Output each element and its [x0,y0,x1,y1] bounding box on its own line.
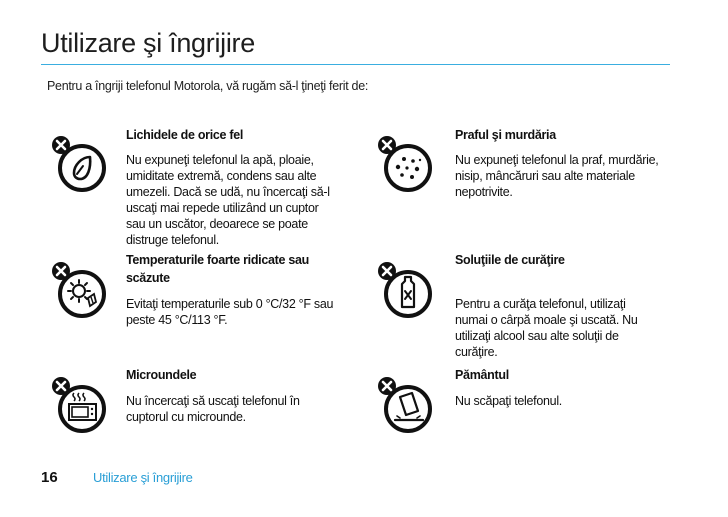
item-body: Nu expuneţi telefonul la apă, ploaie, umiditate extremă, condens sau alte umezeli. Dacă se udă, nu încercaţi să-l uscaţi mai repede utilizând un cuptor sau un uscător, deoarece se poate distruge telefonul. [126,153,330,247]
intro-text: Pentru a îngriji telefonul Motorola, vă rugăm să-l ţineţi ferit de: [47,79,369,93]
item-body: Evitaţi temperaturile sub 0 °C/32 °F sau peste 45 °C/113 °F. [126,297,334,327]
dust-icon [376,132,440,196]
cleaning-bottle-icon [376,258,440,322]
item-heading: Microundele [126,368,197,382]
footer-section-label: Utilizare şi îngrijire [93,470,193,485]
item-body: Pentru a curăţa telefonul, utilizaţi numai o cârpă moale şi uscată. Nu utilizaţi alcool sau alte soluţii de curăţire. [455,297,638,359]
item-body: Nu scăpaţi telefonul. [455,394,562,408]
page-number: 16 [41,469,58,486]
liquid-drop-icon [50,132,114,196]
dropped-phone-icon [376,373,440,437]
title-divider [41,64,670,65]
item-heading: Soluţiile de curăţire [455,253,565,267]
page-title: Utilizare şi îngrijire [41,28,255,58]
item-body: Nu expuneţi telefonul la praf, murdărie, nisip, mâncăruri sau alte materiale nepotrivite. [455,153,659,199]
microwave-icon [50,373,114,437]
item-heading: Lichidele de orice fel [126,128,244,142]
item-heading: Praful şi murdăria [455,128,556,142]
temperature-icon [50,258,114,322]
item-heading: Pământul [455,368,509,382]
item-body: Nu încercaţi să uscaţi telefonul în cuptorul cu microunde. [126,394,300,424]
item-heading: Temperaturile foarte ridicate sau scăzute [126,253,309,285]
